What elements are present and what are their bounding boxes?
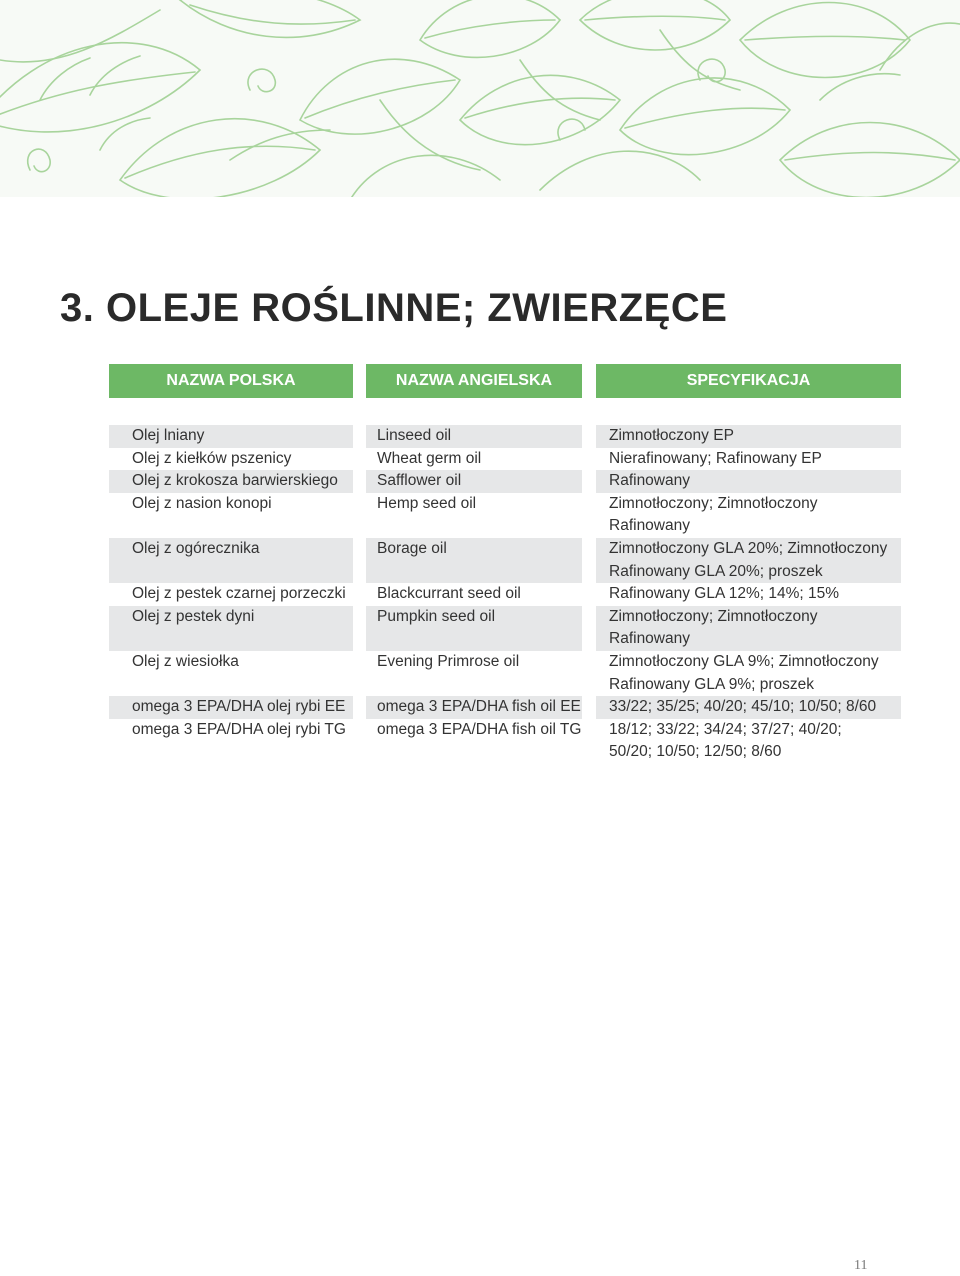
leaf-pattern-banner xyxy=(0,0,960,197)
cell-specification xyxy=(596,606,901,651)
specification-line: Rafinowany GLA 9%; proszek xyxy=(609,675,815,693)
cell-english-name: Blackcurrant seed oil xyxy=(377,585,521,603)
specification-line: Zimnotłoczony GLA 20%; Zimnotłoczony xyxy=(609,539,888,557)
cell-english-name: Linseed oil xyxy=(366,425,582,448)
cell-english-name: Borage oil xyxy=(366,538,582,583)
specification-line: Rafinowany GLA 12%; 14%; 15% xyxy=(609,585,840,603)
table-row xyxy=(0,696,960,719)
specification-line: 33/22; 35/25; 40/20; 45/10; 10/50; 8/60 xyxy=(609,698,877,716)
specification-line: Rafinowany xyxy=(609,517,690,535)
cell-specification xyxy=(596,583,901,606)
table-row xyxy=(0,448,960,471)
specification-line: Nierafinowany; Rafinowany EP xyxy=(609,449,822,467)
cell-polish-name: Olej z pestek dyni xyxy=(109,606,353,651)
page-title: 3. OLEJE ROŚLINNE; ZWIERZĘCE xyxy=(60,286,728,330)
cell-polish-name: Olej z nasion konopi xyxy=(132,494,272,512)
cell-specification xyxy=(596,493,901,538)
specification-line: Zimnotłoczony EP xyxy=(609,427,734,444)
cell-specification xyxy=(596,696,901,719)
column-header-polish-name: NAZWA POLSKA xyxy=(109,364,353,398)
specification-line: 18/12; 33/22; 34/24; 37/27; 40/20; xyxy=(609,720,842,738)
cell-english-name: omega 3 EPA/DHA fish oil EE xyxy=(366,696,582,719)
cell-polish-name: Olej z pestek czarnej porzeczki xyxy=(132,585,346,603)
cell-polish-name: omega 3 EPA/DHA olej rybi EE xyxy=(109,696,353,719)
table-row xyxy=(0,606,960,651)
cell-english-name: Pumpkin seed oil xyxy=(366,606,582,651)
cell-polish-name: Olej z krokosza barwierskiego xyxy=(109,470,353,493)
table-row xyxy=(0,651,960,696)
leaf-pattern-icon xyxy=(0,0,960,197)
page-number: 11 xyxy=(854,1258,868,1273)
cell-polish-name: Olej z kiełków pszenicy xyxy=(132,449,292,467)
specification-line: Rafinowany xyxy=(609,630,690,648)
cell-specification xyxy=(596,651,901,696)
column-header-english-name: NAZWA ANGIELSKA xyxy=(366,364,582,398)
specification-line: Zimnotłoczony GLA 9%; Zimnotłoczony xyxy=(609,652,879,670)
specification-line: 50/20; 10/50; 12/50; 8/60 xyxy=(609,743,782,761)
cell-english-name: Wheat germ oil xyxy=(377,449,482,467)
cell-polish-name: Olej lniany xyxy=(109,425,353,448)
cell-specification xyxy=(596,425,901,448)
cell-polish-name: Olej z ogórecznika xyxy=(109,538,353,583)
cell-polish-name: Olej z wiesiołka xyxy=(132,652,239,670)
cell-specification xyxy=(596,538,901,583)
table-row xyxy=(0,538,960,583)
cell-english-name: Safflower oil xyxy=(366,470,582,493)
oils-table xyxy=(0,425,960,764)
cell-english-name: Evening Primrose oil xyxy=(377,652,520,670)
cell-specification xyxy=(596,448,901,471)
table-row xyxy=(0,493,960,538)
cell-polish-name: omega 3 EPA/DHA olej rybi TG xyxy=(132,720,346,738)
table-row xyxy=(0,583,960,606)
cell-specification xyxy=(596,470,901,493)
specification-line: Rafinowany GLA 20%; proszek xyxy=(609,562,823,580)
specification-line: Zimnotłoczony; Zimnotłoczony xyxy=(609,607,818,625)
table-row xyxy=(0,470,960,493)
cell-english-name: omega 3 EPA/DHA fish oil TG xyxy=(377,720,582,738)
column-header-specification: SPECYFIKACJA xyxy=(596,364,901,398)
cell-specification xyxy=(596,719,901,764)
specification-line: Rafinowany xyxy=(609,472,690,490)
table-row xyxy=(0,719,960,764)
cell-english-name: Hemp seed oil xyxy=(377,494,477,512)
specification-line: Zimnotłoczony; Zimnotłoczony xyxy=(609,494,818,512)
table-row xyxy=(0,425,960,448)
